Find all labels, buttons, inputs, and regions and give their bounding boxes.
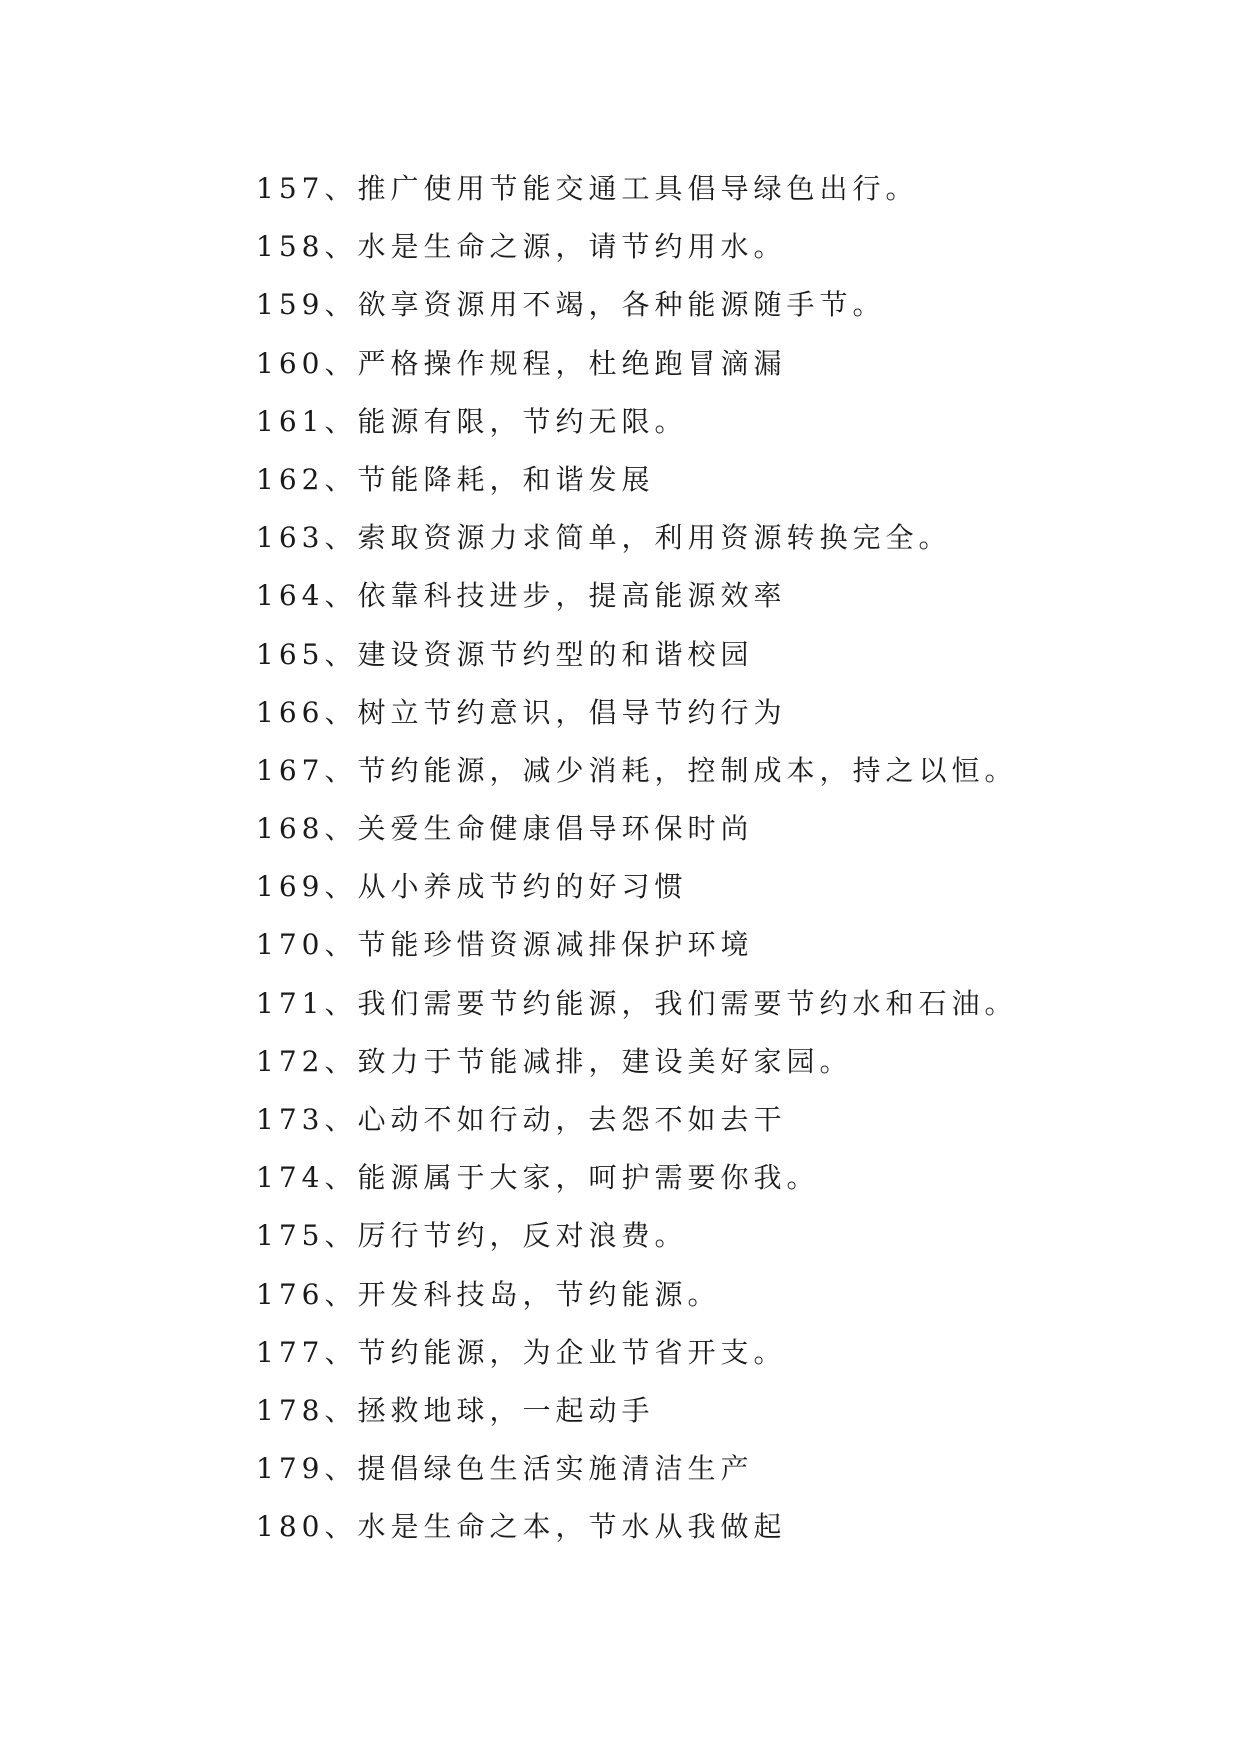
slogan-item: 160、严格操作规程，杜绝跑冒滴漏: [256, 346, 787, 380]
slogan-item: 172、致力于节能减排，建设美好家园。: [256, 1044, 853, 1078]
slogan-item: 170、节能珍惜资源减排保护环境: [256, 928, 754, 962]
slogan-item: 173、心动不如行动，去怨不如去干: [256, 1103, 787, 1136]
slogan-item: 169、从小养成节约的好习惯: [256, 870, 688, 904]
slogan-item: 159、欲享资源用不竭，各种能源随手节。: [256, 288, 886, 322]
slogan-item: 177、节约能源，为企业节省开支。: [256, 1335, 787, 1369]
slogan-item: 164、依靠科技进步，提高能源效率: [256, 579, 787, 613]
slogan-item: 166、树立节约意识，倡导节约行为: [256, 695, 787, 729]
slogan-item: 179、提倡绿色生活实施清洁生产: [256, 1452, 754, 1486]
slogan-item: 180、水是生命之本，节水从我做起: [256, 1510, 787, 1544]
slogan-item: 165、建设资源节约型的和谐校园: [256, 637, 754, 671]
slogan-item: 161、能源有限，节约无限。: [256, 404, 688, 438]
slogan-item: 171、我们需要节约能源，我们需要节约水和石油。: [256, 986, 1018, 1020]
slogan-item: 158、水是生命之源，请节约用水。: [256, 230, 787, 264]
slogan-item: 168、关爱生命健康倡导环保时尚: [256, 812, 754, 846]
slogan-item: 167、节约能源，减少消耗，控制成本，持之以恒。: [256, 753, 1018, 787]
slogan-item: 163、索取资源力求简单，利用资源转换完全。: [256, 521, 952, 555]
slogan-item: 176、开发科技岛，节约能源。: [256, 1277, 721, 1311]
slogan-item: 174、能源属于大家，呵护需要你我。: [256, 1161, 820, 1195]
slogan-item: 178、拯救地球，一起动手: [256, 1393, 655, 1427]
slogan-item: 175、厉行节约，反对浪费。: [256, 1219, 688, 1253]
slogan-item: 157、推广使用节能交通工具倡导绿色出行。: [256, 172, 919, 205]
slogan-list: [256, 160, 1017, 1557]
slogan-item: 162、节能降耗，和谐发展: [256, 462, 655, 496]
